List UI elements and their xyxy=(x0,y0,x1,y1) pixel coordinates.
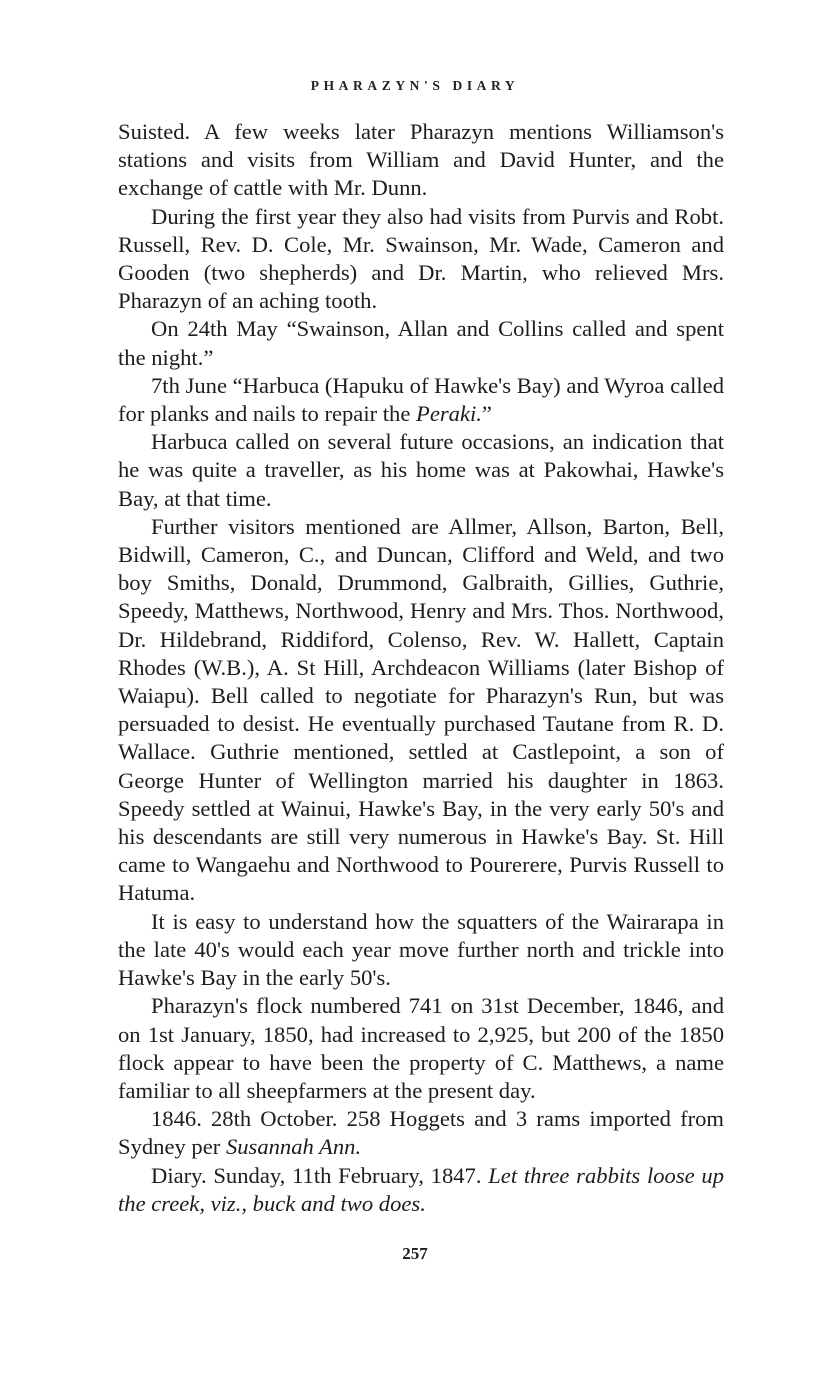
paragraph-10-text: Diary. Sunday, 11th February, 1847. xyxy=(151,1162,489,1188)
paragraph-9 xyxy=(118,1105,724,1161)
closing-quote: ” xyxy=(481,401,492,427)
paragraph-4-text: 7th June “Harbuca (Hapuku of Hawke's Bay) and Wyroa called for planks and nails to repair the xyxy=(118,372,724,427)
ship-name-peraki: Peraki. xyxy=(416,401,482,427)
paragraph-2: During the first year they also had visits from Purvis and Robt. Russell, Rev. D. Cole, Mr. Swainson, Mr. Wade, Cameron and Gooden (two shepherds) and Dr. Martin, who relieved Mrs. Pharazyn of an aching tooth. xyxy=(118,203,724,314)
paragraph-5: Harbuca called on several future occasions, an indication that he was quite a traveller, as his home was at Pakowhai, Hawke's Bay, at that time. xyxy=(118,429,724,511)
page-number: 257 xyxy=(402,1244,428,1263)
paragraph-9-text: 1846. 28th October. 258 Hoggets and 3 rams imported from Sydney per xyxy=(118,1106,724,1160)
paragraph-7: It is easy to understand how the squatters of the Wairarapa in the late 40's would each year move further north and trickle into Hawke's Bay in the early 50's. xyxy=(118,908,724,991)
paragraph-10 xyxy=(118,1162,724,1218)
paragraph-6: Further visitors mentioned are Allmer, Allson, Barton, Bell, Bidwill, Cameron, C., and Duncan, Clifford and Weld, and two boy Smiths, Donald, Drummond, Galbraith, Gillies, Guthrie, Speedy, Matthews, Northwood, Henry and Mrs. Thos. Northwood, Dr. Hildebrand, Riddiford, Colenso, Rev. W. Hallett, Captain Rhodes (W.B.), A. St Hill, Archdeacon Williams (later Bishop of Waiapu). Bell called to negotiate for Pharazyn's Run, but was persuaded to desist. He eventually purchased Tautane from R. D. Wallace. Guthrie mentioned, settled at Castlepoint, a son of George Hunter of Wellington married his daughter in 1863. Speedy settled at Wainui, Hawke's Bay, in the very early 50's and his descendants are still very numerous in Hawke's Bay. St. Hill came to Wangaehu and Northwood to Pourerere, Purvis Russell to Hatuma. xyxy=(118,513,724,906)
running-header: PHARAZYN'S DIARY xyxy=(310,78,520,93)
body-text xyxy=(118,118,724,1218)
paragraph-8: Pharazyn's flock numbered 741 on 31st December, 1846, and on 1st January, 1850, had increased to 2,925, but 200 of the 1850 flock appear to have been the property of C. Matthews, a name familiar to all sheepfarmers at the present day. xyxy=(118,993,724,1103)
ship-name-susannah-ann: Susannah Ann. xyxy=(225,1134,362,1160)
diary-quote: Let three rabbits loose up the creek, viz., buck and two does. xyxy=(118,1162,724,1216)
paragraph-4 xyxy=(118,372,724,428)
paragraph-3: On 24th May “Swainson, Allan and Collins called and spent the night.” xyxy=(118,316,724,370)
paragraph-1: Suisted. A few weeks later Pharazyn mentions Williamson's stations and visits from William and David Hunter, and the exchange of cattle with Mr. Dunn. xyxy=(118,119,724,201)
